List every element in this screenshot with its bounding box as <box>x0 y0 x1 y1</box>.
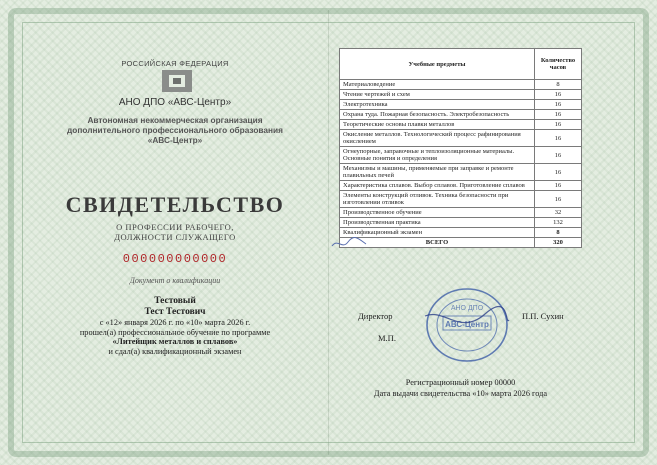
subject-cell: Характеристика сплавов. Выбор сплавов. Приготовление сплавов <box>340 181 535 191</box>
header-hours: Количество часов <box>535 49 582 80</box>
issue-date: Дата выдачи свидетельства «10» марта 2026 года <box>373 389 548 398</box>
hours-cell: 16 <box>535 130 582 147</box>
subject-cell: Производственное обучение <box>340 208 535 218</box>
document-title: СВИДЕТЕЛЬСТВО <box>65 192 285 217</box>
table-row <box>340 130 582 147</box>
hours-cell: 16 <box>535 110 582 120</box>
header-subject: Учебные предметы <box>340 49 535 80</box>
total-label: ВСЕГО <box>340 238 535 248</box>
subject-cell: Элементы конструкций отливок. Техника безопасности при изготовлении отливок <box>340 191 535 208</box>
subject-cell: Производственная практика <box>340 218 535 228</box>
table-row <box>340 80 582 90</box>
training-dates: с «12» января 2026 г. по «10» марта 2026 г. <box>99 318 251 327</box>
table-row <box>340 110 582 120</box>
hours-cell: 16 <box>535 164 582 181</box>
table-row <box>340 90 582 100</box>
hours-cell: 16 <box>535 90 582 100</box>
director-name: П.П. Сухин <box>522 311 564 321</box>
hours-cell: 16 <box>535 100 582 110</box>
holder-surname: Тестовый <box>154 296 196 306</box>
subject-cell: Огнеупорные, заправочные и теплоизоляционные материалы. Основные понятия и определения <box>340 147 535 164</box>
table-row <box>340 100 582 110</box>
hours-cell: 16 <box>535 147 582 164</box>
total-row <box>340 238 582 248</box>
registration-number: Регистрационный номер 00000 <box>405 378 516 387</box>
hours-cell: 16 <box>535 120 582 130</box>
page-fold <box>328 10 329 455</box>
table-signature-scribble <box>330 236 370 250</box>
org-seal-stamp <box>415 286 511 364</box>
table-row <box>340 191 582 208</box>
table-row <box>340 120 582 130</box>
hours-cell: 8 <box>535 80 582 90</box>
certificate-number: 000000000000 <box>122 252 228 266</box>
subject-cell: Электротехника <box>340 100 535 110</box>
seal-place-label: М.П. <box>378 333 396 343</box>
holder-firstname: Тест Тестович <box>144 307 206 317</box>
document-subtitle <box>50 222 300 242</box>
document-subtitle-line: ДОЛЖНОСТИ СЛУЖАЩЕГО <box>114 232 236 242</box>
subjects-table <box>339 48 582 248</box>
program-name-text: «Литейщик металлов и сплавов» <box>112 337 238 346</box>
document-type-caption: Документ о квалификации <box>129 276 221 285</box>
subject-cell: Квалификационный экзамен <box>340 228 535 238</box>
subject-cell: Механизмы и машины, применяемые при заправке и ремонте плавильных печей <box>340 164 535 181</box>
hours-cell: 8 <box>535 228 582 238</box>
document-subtitle-line: О ПРОФЕССИИ РАБОЧЕГО, <box>116 222 234 232</box>
table-row <box>340 228 582 238</box>
svg-text:АНО ДПО: АНО ДПО <box>450 305 484 312</box>
table-header-row <box>340 49 582 80</box>
certificate-body <box>30 318 320 356</box>
subject-cell: Материаловедение <box>340 80 535 90</box>
subject-cell: Окисление металлов. Технологический процесс рафинирования окислением <box>340 130 535 147</box>
org-full-name <box>50 115 300 145</box>
table-row <box>340 181 582 191</box>
org-full-name-line: «АВС-Центр» <box>147 135 203 145</box>
org-full-name-line: дополнительного профессионального образования <box>67 125 283 135</box>
org-logo-icon <box>162 70 192 92</box>
subject-cell: Теоретические основы плавки металлов <box>340 120 535 130</box>
table-row <box>340 147 582 164</box>
table-row <box>340 164 582 181</box>
hours-cell: 132 <box>535 218 582 228</box>
org-short-name: АНО ДПО «АВС-Центр» <box>118 97 232 108</box>
hours-cell: 16 <box>535 181 582 191</box>
holder-name <box>30 296 320 318</box>
federation-heading: РОССИЙСКАЯ ФЕДЕРАЦИЯ <box>121 59 229 68</box>
subject-cell: Чтение чертежей и схем <box>340 90 535 100</box>
subject-cell: Охрана туда. Пожарная безопасность. Электробезопасность <box>340 110 535 120</box>
svg-text:АВС-Центр: АВС-Центр <box>445 320 489 329</box>
director-label: Директор <box>358 311 393 321</box>
program-name <box>30 337 320 347</box>
exam-statement: и сдал(а) квалификационный экзамен <box>108 346 242 356</box>
table-row <box>340 208 582 218</box>
table-row <box>340 218 582 228</box>
org-full-name-line: Автономная некоммерческая организация <box>87 115 263 125</box>
hours-cell: 32 <box>535 208 582 218</box>
total-hours: 320 <box>535 238 582 248</box>
hours-cell: 16 <box>535 191 582 208</box>
training-statement: прошел(а) профессиональное обучение по программе <box>79 327 271 337</box>
